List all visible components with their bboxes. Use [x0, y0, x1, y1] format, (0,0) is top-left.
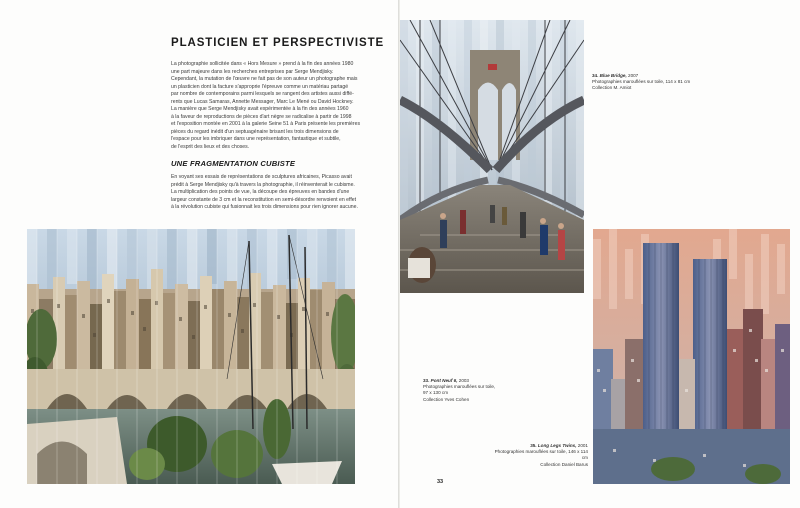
- caption-year: 2007: [628, 73, 639, 78]
- text-line: et l'exposition montée en 2001 à la galerie Seine 51 à Paris présente les premières: [171, 121, 361, 128]
- text-line: La manière que Serge Mendjisky avait expérimentée à la fin des années 1960: [171, 106, 349, 113]
- artwork-long-legs-twins: [593, 229, 790, 484]
- text-line: à la révolution cubiste qui fusionnait les trois dimensions pour rien ignorer aucune.: [171, 204, 358, 211]
- body-paragraph-2: [171, 174, 391, 212]
- text-line: à la faveur de reproductions de pièces d'art nègre se radicalise à partir de 1998: [171, 113, 352, 120]
- text-line: Cependant, la mutation de l'œuvre ne fait pas de son auteur un photographe mais: [171, 76, 358, 83]
- caption-number: 35.: [530, 443, 537, 448]
- artwork-pont-neuf: [27, 229, 355, 484]
- text-line: rents que Lucas Samaras, Annette Messager, Marc Le Mené ou David Hockney.: [171, 98, 354, 105]
- caption-dimensions: 97 x 130 cm: [423, 390, 449, 396]
- caption-long-legs-twins: [492, 443, 588, 468]
- caption-pont-neuf: [423, 378, 543, 403]
- text-line: pièces du regard inédit d'un septuagénaire brisant les trois dimensions de: [171, 128, 339, 135]
- caption-medium: Photographies marouflées sur toile,: [423, 384, 496, 390]
- caption-collection: Collection Yves Cohen: [423, 396, 470, 402]
- body-paragraph-1: [171, 61, 391, 152]
- caption-number: 34.: [592, 73, 599, 78]
- long-legs-twins-collage: [593, 229, 790, 484]
- caption-title: Long Legs Twins,: [537, 443, 577, 448]
- text-line: prédit à Serge Mendjisky qu'à travers la photographie, il réinventerait le cubisme.: [171, 181, 355, 188]
- text-line: La photographie sollicitée dans « Hors Mesure » prend à la fin des années 1980: [171, 61, 354, 67]
- caption-year: 2003: [458, 378, 469, 383]
- caption-collection: Collection Daniel Barus: [540, 461, 588, 467]
- caption-medium: Photographies marouflées sur toile, 114 x 81 cm: [592, 79, 691, 85]
- text-line: de l'esprit des lieux et des choses.: [171, 144, 250, 151]
- text-line: La multiplication des points de vue, la découpe des épreuves en bandes d'une: [171, 189, 350, 196]
- caption-blue-bridge: [592, 73, 742, 92]
- text-line: par nombre de contemporains parmi lesquels se rangent des artistes aussi diffé-: [171, 91, 354, 98]
- text-line: un plasticien dont la facture s'approprie l'épreuve comme un matériau partagé: [171, 83, 349, 90]
- caption-collection: Collection M. Amiot: [592, 85, 632, 91]
- page-number: 33: [437, 479, 444, 485]
- section-subheading: UNE FRAGMENTATION CUBISTE: [171, 159, 296, 168]
- caption-title: Blue Bridge,: [599, 73, 627, 78]
- caption-number: 33.: [423, 378, 430, 383]
- blue-bridge-collage: [400, 20, 584, 293]
- caption-year: 2001: [577, 443, 588, 448]
- artwork-blue-bridge: [400, 20, 584, 293]
- caption-title: Pont Neuf 6,: [430, 378, 458, 383]
- pont-neuf-collage: [27, 229, 355, 484]
- text-line: En voyant ses essais de représentations de sculptures africaines, Picasso avait: [171, 174, 352, 180]
- article-title: PLASTICIEN ET PERSPECTIVISTE: [171, 37, 385, 49]
- text-line: l'espace pour les imbriquer dans une représentation, fantastique et subtile,: [171, 136, 341, 143]
- text-line: largeur constante de 3 cm et la reconstitution en semi-désordre renvoient en effet: [171, 196, 357, 203]
- text-line: une part majeure dans les recherches entreprises par Serge Mendjisky.: [171, 68, 334, 75]
- caption-medium: Photographies marouflées sur toile, 146 x 114 cm: [494, 449, 588, 461]
